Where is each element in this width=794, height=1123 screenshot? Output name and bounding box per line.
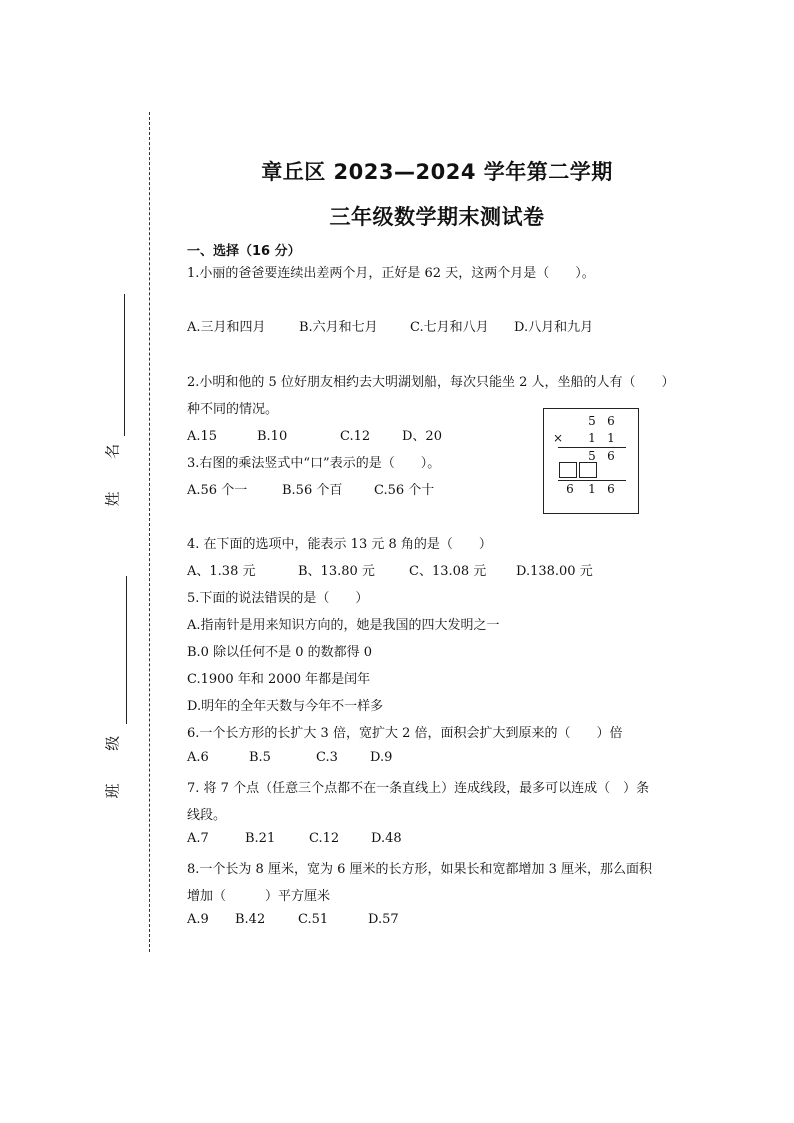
option-b: B.21 bbox=[245, 831, 276, 846]
option-b: B、13.80 元 bbox=[298, 564, 375, 579]
option-d: D.57 bbox=[368, 912, 399, 927]
digit: 5 bbox=[588, 449, 596, 463]
digit: 1 bbox=[588, 482, 596, 496]
option-c: C.51 bbox=[298, 912, 329, 927]
name-blank-line bbox=[124, 294, 125, 436]
question-5: 5.下面的说法错误的是（ ） bbox=[187, 591, 369, 606]
option-a: A.三月和四月 bbox=[187, 320, 266, 335]
digit: 6 bbox=[607, 449, 615, 463]
digit: 5 bbox=[588, 414, 596, 428]
question-2: 2.小明和他的 5 位好朋友相约去大明湖划船，每次只能坐 2 人，坐船的人有（ ） bbox=[187, 375, 675, 390]
option-a: A.56 个一 bbox=[187, 483, 248, 498]
digit: 1 bbox=[588, 431, 596, 445]
option-b: B.5 bbox=[249, 750, 271, 765]
option-a: A.15 bbox=[187, 429, 218, 444]
rule-line bbox=[558, 447, 626, 448]
option-b: B.10 bbox=[257, 429, 288, 444]
multiplication-diagram bbox=[543, 408, 639, 514]
question-6: 6.一个长方形的长扩大 3 倍，宽扩大 2 倍，面积会扩大到原来的（ ）倍 bbox=[187, 726, 623, 741]
question-4-options bbox=[187, 560, 593, 579]
exam-subtitle: 三年级数学期末测试卷 bbox=[329, 205, 545, 229]
statement-d: D.明年的全年天数与今年不一样多 bbox=[187, 699, 384, 714]
blank-box bbox=[579, 462, 597, 478]
option-b: B.42 bbox=[235, 912, 266, 927]
option-d: D.9 bbox=[370, 750, 393, 765]
question-3: 3.右图的乘法竖式中“口”表示的是（ ）。 bbox=[187, 456, 441, 471]
option-c: C.56 个十 bbox=[374, 483, 435, 498]
option-a: A.7 bbox=[187, 831, 209, 846]
statement-b: B.0 除以任何不是 0 的数都得 0 bbox=[187, 645, 373, 660]
option-b: B.56 个百 bbox=[282, 483, 343, 498]
blank-box bbox=[559, 462, 577, 478]
question-7: 7. 将 7 个点（任意三个点都不在一条直线上）连成线段，最多可以连成（ ）条 bbox=[187, 781, 650, 796]
question-1: 1.小丽的爸爸要连续出差两个月，正好是 62 天，这两个月是（ ）。 bbox=[187, 266, 595, 281]
option-d: D.138.00 元 bbox=[516, 564, 593, 579]
section-heading: 一、选择（16 分） bbox=[187, 244, 301, 259]
option-c: C.3 bbox=[316, 750, 338, 765]
digit: 6 bbox=[607, 414, 615, 428]
question-8-options bbox=[187, 912, 399, 927]
option-a: A.6 bbox=[187, 750, 209, 765]
question-2-cont: 种不同的情况。 bbox=[187, 402, 279, 417]
option-d: D.八月和九月 bbox=[514, 320, 594, 335]
question-6-options bbox=[187, 750, 392, 765]
question-1-options bbox=[187, 316, 593, 335]
question-8: 8.一个长为 8 厘米，宽为 6 厘米的长方形，如果长和宽都增加 3 厘米，那么面积 bbox=[187, 862, 653, 877]
digit: 1 bbox=[607, 431, 615, 445]
question-2-options bbox=[187, 425, 442, 444]
question-3-options bbox=[187, 479, 434, 498]
exam-title: 章丘区 2023—2024 学年第二学期 bbox=[261, 160, 613, 184]
binding-dashed-line bbox=[149, 112, 150, 952]
class-blank-line bbox=[126, 576, 127, 724]
option-c: C.七月和八月 bbox=[410, 320, 489, 335]
option-c: C、13.08 元 bbox=[409, 564, 487, 579]
option-d: D.48 bbox=[371, 831, 402, 846]
option-b: B.六月和七月 bbox=[299, 320, 378, 335]
option-a: A、1.38 元 bbox=[187, 564, 256, 579]
digit: 6 bbox=[566, 482, 574, 496]
option-a: A.9 bbox=[187, 912, 209, 927]
question-4: 4. 在下面的选项中，能表示 13 元 8 角的是（ ） bbox=[187, 537, 492, 552]
class-label: 班 级 bbox=[103, 721, 122, 799]
digit: 6 bbox=[607, 482, 615, 496]
question-7-options bbox=[187, 831, 402, 846]
name-label: 姓 名 bbox=[103, 429, 122, 507]
option-c: C.12 bbox=[309, 831, 340, 846]
rule-line bbox=[558, 480, 626, 481]
multiply-sign: × bbox=[552, 431, 564, 445]
option-c: C.12 bbox=[340, 429, 371, 444]
statement-c: C.1900 年和 2000 年都是闰年 bbox=[187, 672, 371, 687]
statement-a: A.指南针是用来知识方向的，她是我国的四大发明之一 bbox=[187, 618, 500, 633]
option-d: D、20 bbox=[402, 429, 442, 444]
question-8-cont: 增加（ ）平方厘米 bbox=[187, 889, 331, 904]
question-7-cont: 线段。 bbox=[187, 808, 227, 823]
